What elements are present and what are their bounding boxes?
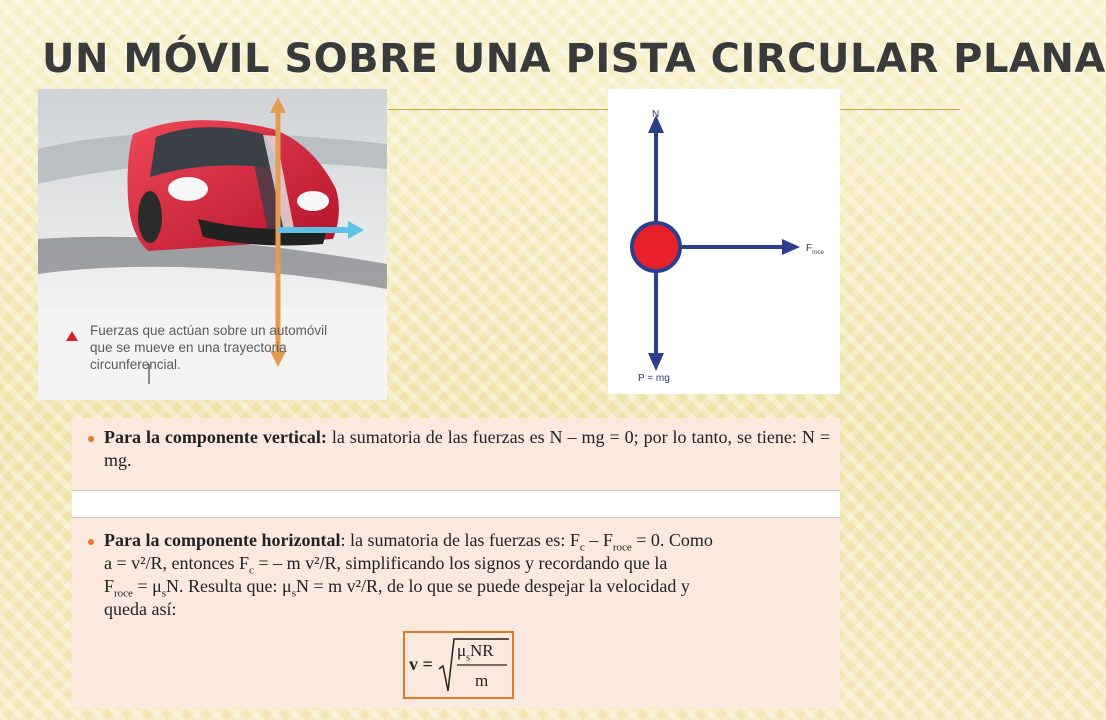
- h-line1-c: = 0. Como: [631, 530, 713, 550]
- car-wheel-front: [138, 191, 162, 243]
- h-line3-a: F: [104, 576, 115, 596]
- h-line2-a: a = v²/R, entonces F: [104, 553, 250, 573]
- photo-caption: Fuerzas que actúan sobre un automóvil que se mueve en una trayectoria circunferencial.: [90, 323, 328, 372]
- force-diagram: [608, 89, 840, 394]
- band-divider-top: [72, 490, 840, 491]
- horizontal-heading: Para la componente horizontal: [104, 530, 341, 550]
- body-ball: [632, 223, 680, 271]
- car-headlight-right: [297, 191, 329, 211]
- car-photo-panel: [38, 89, 387, 400]
- slide-title: UN MÓVIL SOBRE UNA PISTA CIRCULAR PLANA: [42, 36, 1106, 82]
- friction-arrow-head: [782, 239, 800, 255]
- h-line1-b: – F: [584, 530, 613, 550]
- h-line2-b: = – m v²/R, simplificando los signos y recordando que la: [253, 553, 668, 573]
- velocity-formula-box: [403, 631, 514, 699]
- car-headlight-left: [168, 177, 208, 201]
- sub-c: c: [579, 541, 585, 554]
- label-normal: N: [652, 109, 660, 120]
- sub-s: s: [161, 587, 167, 600]
- sub-roce: roce: [612, 541, 632, 554]
- label-friction: [806, 243, 824, 256]
- label-friction-main: F: [806, 243, 813, 254]
- vertical-body: la sumatoria de las fuerzas es N – mg = 0; por lo tanto, se tiene: N = mg.: [104, 427, 830, 470]
- bullet-horizontal: [88, 539, 94, 545]
- vertical-component-text: [104, 426, 830, 472]
- formula-nr: NR: [470, 641, 494, 660]
- label-friction-sub: roce: [812, 250, 824, 256]
- formula-mu: μ: [457, 641, 467, 660]
- free-body-diagram: [608, 89, 840, 394]
- vertical-heading: Para la componente vertical:: [104, 427, 327, 447]
- formula-v: v =: [409, 654, 433, 674]
- h-line3-d: N = m v²/R, de lo que se puede despejar la velocidad y: [295, 576, 690, 596]
- sub-c-2: c: [249, 564, 254, 577]
- formula-denominator: m: [475, 671, 489, 690]
- bullet-vertical: [88, 436, 94, 442]
- h-line3-c: N. Resulta que: μ: [166, 576, 292, 596]
- sub-s-2: s: [291, 587, 296, 600]
- weight-arrow-head: [648, 353, 664, 371]
- h-line1-a: : la sumatoria de las fuerzas es: F: [340, 530, 580, 550]
- label-weight: P = mg: [638, 373, 670, 384]
- explanation-box: [72, 418, 840, 708]
- h-line3-b: = μ: [132, 576, 162, 596]
- formula-numerator: [457, 639, 494, 669]
- sub-roce-2: roce: [114, 587, 133, 600]
- formula-sub-s: s: [466, 652, 471, 664]
- horizontal-line-4: queda así:: [104, 599, 177, 619]
- caption-marker-icon: [66, 331, 78, 341]
